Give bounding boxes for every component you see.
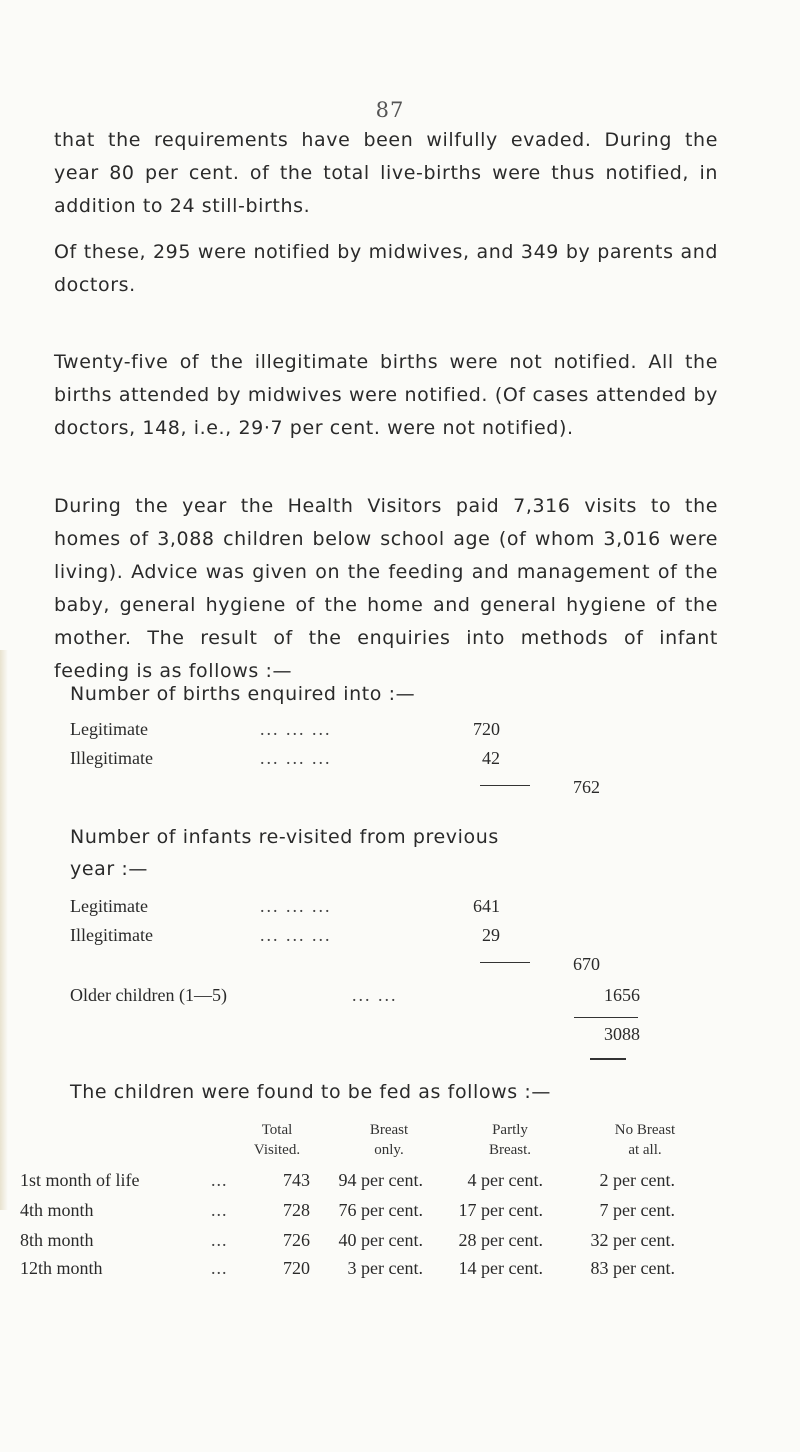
births-row-legitimate (70, 719, 670, 747)
infants-row-illegitimate (70, 925, 670, 953)
cell-total: 726 (283, 1230, 310, 1250)
cell-no-breast: 7 per cent. (599, 1200, 675, 1220)
table-row (20, 1200, 800, 1226)
double-rule (590, 1058, 626, 1060)
row-label: 4th month (20, 1200, 94, 1220)
leader-dots: ... (211, 1230, 228, 1250)
cell-partly-breast: 14 per cent. (458, 1258, 543, 1278)
cell-no-breast: 83 per cent. (590, 1258, 675, 1278)
cell-breast-only: 3 per cent. (347, 1258, 423, 1278)
cell-total: 743 (283, 1170, 310, 1190)
row-value: 720 (473, 719, 500, 739)
infants-revisited-heading-cont: year :— (70, 858, 149, 880)
births-enquired-heading: Number of births enquired into :— (70, 683, 416, 705)
row-label: Illegitimate (70, 925, 153, 945)
leader-dots: ... ... ... (260, 719, 332, 739)
cell-partly-breast: 28 per cent. (458, 1230, 543, 1250)
cell-total: 728 (283, 1200, 310, 1220)
header-line: Partly (492, 1122, 528, 1138)
cell-partly-breast: 4 per cent. (467, 1170, 543, 1190)
header-line: Total (261, 1122, 293, 1138)
row-value: 1656 (604, 985, 640, 1005)
header-line: Breast. (488, 1142, 532, 1158)
cell-breast-only: 94 per cent. (338, 1170, 423, 1190)
paragraph-3: Twenty-five of the illegitimate births were not notified. All the births attended by midwives were notified. (Of cases attended by doctors, 148, i.e., 29·7 per cent. were not notified). (54, 351, 718, 439)
paragraph-4: During the year the Health Visitors paid 7,316 visits to the homes of 3,088 children below school age (of whom 3,016 were living). Advice was given on the feeding and management of the baby, general hygiene of the home and general hygiene of the mother. The result of the enquiries into methods of infant feeding is as follows :— (54, 495, 718, 682)
leader-dots: ... (211, 1170, 228, 1190)
births-subtotal (540, 777, 640, 805)
header-line: only. (374, 1142, 404, 1158)
table-row (20, 1258, 800, 1284)
subtotal-value: 762 (573, 777, 600, 797)
col-header-breast-only (344, 1122, 434, 1159)
row-label: 1st month of life (20, 1170, 140, 1190)
header-line: at all. (628, 1142, 662, 1158)
leader-dots: ... ... ... (260, 896, 332, 916)
subtotal-rule (480, 962, 530, 963)
header-line: Visited. (253, 1142, 301, 1158)
feeding-intro: The children were found to be fed as follows :— (70, 1081, 552, 1103)
row-value: 29 (482, 925, 500, 945)
col-header-no-breast (590, 1122, 700, 1159)
leader-dots: ... (211, 1258, 228, 1278)
row-label: 12th month (20, 1258, 103, 1278)
cell-no-breast: 2 per cent. (599, 1170, 675, 1190)
leader-dots: ... ... (352, 985, 398, 1005)
infants-revisited-heading: Number of infants re-visited from previous (70, 826, 499, 848)
subtotal-value: 670 (573, 954, 600, 974)
older-children-row (70, 985, 670, 1013)
header-line: Breast (369, 1122, 409, 1138)
cell-partly-breast: 17 per cent. (458, 1200, 543, 1220)
row-label: Older children (1—5) (70, 985, 227, 1005)
grand-total (540, 1024, 640, 1052)
infants-subtotal (540, 954, 640, 982)
header-line: No Breast (614, 1122, 676, 1138)
row-value: 641 (473, 896, 500, 916)
page-number: 87 (375, 98, 405, 122)
col-header-partly-breast (460, 1122, 560, 1159)
paragraph-1: that the requirements have been wilfully evaded. During the year 80 per cent. of the total live-births were thus notified, in addition to 24 still-births. (54, 129, 718, 217)
leader-dots: ... (211, 1200, 228, 1220)
row-label: Legitimate (70, 896, 148, 916)
row-label: Illegitimate (70, 748, 153, 768)
cell-no-breast: 32 per cent. (590, 1230, 675, 1250)
table-row (20, 1230, 800, 1256)
cell-breast-only: 76 per cent. (338, 1200, 423, 1220)
births-row-illegitimate (70, 748, 670, 776)
grand-total-value: 3088 (604, 1024, 640, 1044)
row-label: 8th month (20, 1230, 94, 1250)
leader-dots: ... ... ... (260, 925, 332, 945)
subtotal-rule (480, 785, 530, 786)
paragraph-2: Of these, 295 were notified by midwives, and 349 by parents and doctors. (54, 241, 718, 296)
cell-total: 720 (283, 1258, 310, 1278)
row-label: Legitimate (70, 719, 148, 739)
page-edge-shadow (0, 650, 8, 1210)
total-rule (574, 1017, 638, 1018)
col-header-total (232, 1122, 322, 1159)
row-value: 42 (482, 748, 500, 768)
cell-breast-only: 40 per cent. (338, 1230, 423, 1250)
leader-dots: ... ... ... (260, 748, 332, 768)
infants-row-legitimate (70, 896, 670, 924)
table-row (20, 1170, 800, 1196)
